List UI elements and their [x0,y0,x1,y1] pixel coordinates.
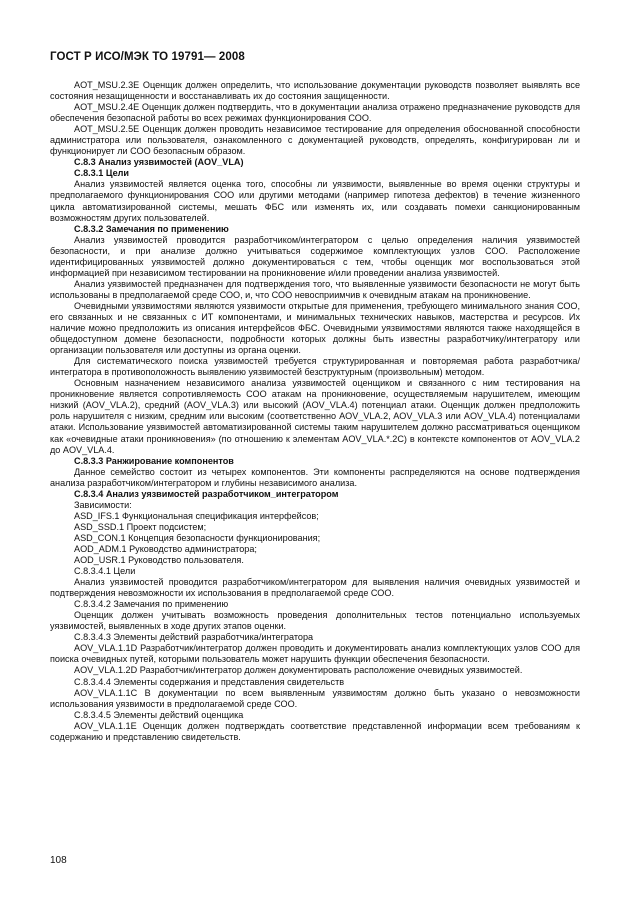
paragraph: Зависимости: [74,499,132,510]
paragraph: С.8.3.4.3 Элементы действий разработчика/интегратора [74,632,314,643]
document-body [50,80,580,743]
paragraph: Очевидными уязвимостями являются уязвимости открытые для применения, требующего минимального знания СОО, его связанных и не связанных с ИТ компонентами, и минимальных технических навыков, мастерства и ресурсов. Их наличие можно предположить из описания интерфейсов ФБС. Очевидными уязвимостями являются также находящейся в общедоступном домене безопасности, подробности которых должны быть известны разработчику/интегратору или организации пользователя или доступны из органа оценки. [50,300,580,356]
paragraph: AOV_VLA.1.2D Разработчик/интегратор должен документировать расположение очевидных уязвимостей. [74,665,523,676]
paragraph: AOD_USR.1 Руководство пользователя. [74,555,244,566]
section-heading: С.8.3.1 Цели [74,168,130,179]
section-heading: С.8.3.4 Анализ уязвимостей разработчиком_интегратором [74,488,339,499]
paragraph: Анализ уязвимостей предназначен для подтверждения того, что выявленные уязвимости безопасности не могут быть использованы в предполагаемой среде СОО, и, что СОО невосприимчив к очевидным атакам на проникновение. [50,278,580,300]
paragraph: Оценщик должен учитывать возможность проведения дополнительных тестов потенциально используемых уязвимостей, выявленных в ходе других этапов оценки. [50,610,580,632]
paragraph: Анализ уязвимостей является оценка того, способны ли уязвимости, выявленные во время оценки структуры и предполагаемого функционирования СОО или другими методами (например гипотеза дефектов) в течение жизненного цикла автоматизированной системы, мешать ФБС или изменять их, или создавать помехи санкционированным возможностям других пользователей. [50,179,580,223]
paragraph: AOD_ADM.1 Руководство администратора; [74,543,257,554]
paragraph: С.8.3.4.4 Элементы содержания и представления свидетельств [74,676,345,687]
paragraph: ASD_CON.1 Концепция безопасности функционирования; [74,532,321,543]
paragraph: AOT_MSU.2.5E Оценщик должен проводить независимое тестирование для определения обоснованной способности администратора или пользователя, ознакомленного с документацией руководств, определять, конфигурирован ли и функционирует ли СОО безопасным образом. [50,124,580,157]
paragraph: Основным назначением независимого анализа уязвимостей оценщиком и связанного с ним тестирования на проникновение является сопротивляемость СОО атакам на проникновение, осуществляемым нарушителем, имеющим низкий (AOV_VLA.2), средний (AOV_VLA.3) или высокий (AOV_VLA.4) потенциал атаки. Оценщик должен предположить роль нарушителя с низким, средним или высоким (соответственно AOV_VLA.2, AOV_VLA.3 или AOV_VLA.4) потенциалами атаки. Использование уязвимостей автоматизированной системы таким нарушителем должно рассматриваться оценщиком как «очевидные атаки проникновения» (по отношению к элементам AOV_VLA.*.2C) в контексте компонентов от AOV_VLA.2 до AOV_VLA.4. [50,378,580,455]
section-heading: С.8.3.2 Замечания по применению [74,223,229,234]
section-heading: С.8.3.3 Ранжирование компонентов [74,455,234,466]
paragraph: Данное семейство состоит из четырех компонентов. Эти компоненты распределяются на основе подтверждения анализа разработчиком/интегратором и глубины независимого анализа. [50,466,580,488]
paragraph: С.8.3.4.1 Цели [74,566,136,577]
page-header: ГОСТ Р ИСО/МЭК ТО 19791— 2008 [50,51,245,63]
paragraph: AOT_MSU.2.3E Оценщик должен определить, что использование документации руководств позволяет выявлять все состояния незащищенности и восстанавливать их до состояния защищенности. [50,80,580,102]
paragraph: AOV_VLA.1.1C В документации по всем выявленным уязвимостям должно быть указано о невозможности использования уязвимости в предполагаемой среде СОО. [50,687,580,709]
paragraph: AOV_VLA.1.1E Оценщик должен подтверждать соответствие представленной информации всем требованиям к содержанию и представлению свидетельств. [50,720,580,742]
page-number: 108 [50,855,67,866]
paragraph: ASD_SSD.1 Проект подсистем; [74,521,207,532]
paragraph: Для систематического поиска уязвимостей требуется структурированная и повторяемая работа разработчика/интегратора в противоположность выявлению уязвимостей безструктурным (произвольным) методом. [50,356,580,378]
paragraph: С.8.3.4.5 Элементы действий оценщика [74,709,244,720]
paragraph: AOT_MSU.2.4E Оценщик должен подтвердить, что в документации анализа отражено предназначение руководств для обеспечения безопасной работы во всех режимах функционирования СОО. [50,102,580,124]
paragraph: Анализ уязвимостей проводится разработчиком/интегратором для выявления наличия очевидных уязвимостей и подтверждения невозможности их использования в предполагаемой среде СОО. [50,577,580,599]
paragraph: ASD_IFS.1 Функциональная спецификация интерфейсов; [74,510,319,521]
paragraph: С.8.3.4.2 Замечания по применению [74,599,229,610]
section-heading: С.8.3 Анализ уязвимостей (AOV_VLA) [74,157,244,168]
paragraph: Анализ уязвимостей проводится разработчиком/интегратором с целью определения наличия уязвимостей безопасности, и при анализе должно учитываться содержимое комплектующих узлов СОО. Расположение идентифицированных уязвимостей должно документироваться с тем, чтобы оценщик мог воспользоваться этой информацией при независимом тестировании на проникновение и/или проведении анализа уязвимостей. [50,234,580,278]
paragraph: AOV_VLA.1.1D Разработчик/интегратор должен проводить и документировать анализ комплектующих узлов СОО для поиска очевидных путей, которыми пользователь может нарушить функции обеспечения безопасности. [50,643,580,665]
